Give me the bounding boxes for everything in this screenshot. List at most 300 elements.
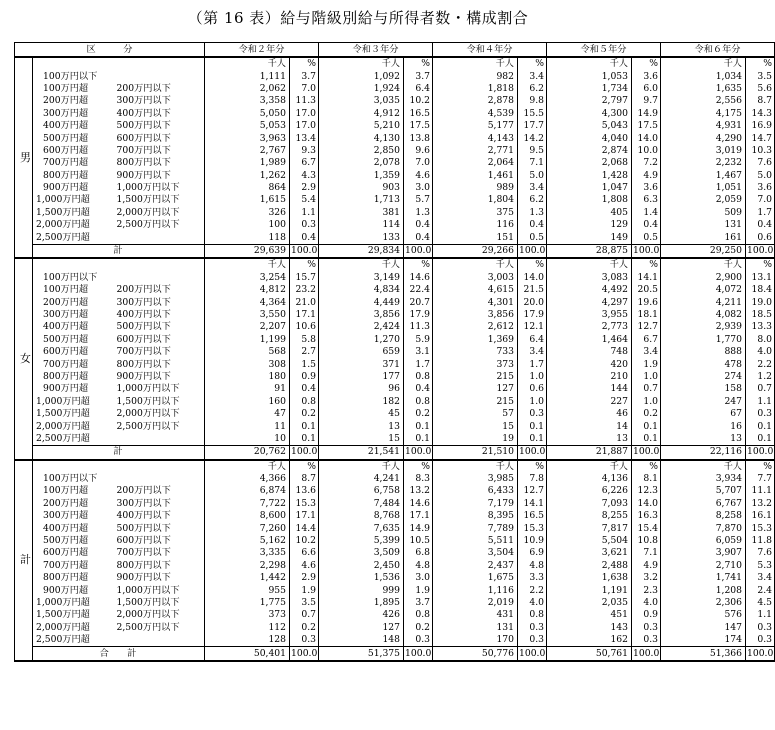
count-thousands: 2,773 [601,321,628,333]
count-thousands: 3,621 [601,547,628,559]
total-count: 21,541 [319,446,404,460]
share-percent: 0.8 [290,396,319,408]
count-thousands: 180 [268,370,286,382]
year-header: 令和２年分 [205,43,319,58]
share-percent: 5.0 [746,170,775,182]
share-percent: 10.0 [632,145,661,157]
share-percent: 6.8 [404,547,433,559]
count-thousands: 15 [502,420,514,432]
count-thousands: 4,366 [259,473,286,485]
share-percent: 8.1 [632,473,661,485]
bracket-to [115,433,205,446]
bracket-from: 200万円超 [43,296,89,308]
table-row [15,182,775,194]
share-percent: 16.5 [518,510,547,522]
bracket-from: 500万円超 [43,132,89,144]
count-thousands: 3,035 [373,95,400,107]
bracket-to: 200万円以下 [115,83,205,95]
share-percent: 3.6 [746,182,775,194]
share-percent: 1.9 [404,584,433,596]
total-count: 50,776 [433,647,518,661]
total-count: 50,761 [547,647,632,661]
share-percent: 1.7 [404,358,433,370]
table-row [15,510,775,522]
table-row [15,560,775,572]
share-percent: 4.6 [404,170,433,182]
share-percent: 13.4 [290,132,319,144]
count-thousands: 2,556 [715,95,742,107]
bracket-from: 2,000万円超 [36,219,90,231]
share-percent: 2.9 [290,182,319,194]
unit-count: 千人 [609,58,628,70]
bracket-from: 1,000万円超 [36,596,90,608]
count-thousands: 7,870 [715,522,742,534]
unit-count: 千人 [495,259,514,271]
total-percent: 100.0 [290,244,319,258]
share-percent: 1.1 [746,609,775,621]
bracket-from: 800万円超 [43,370,89,382]
count-thousands: 127 [496,383,514,395]
count-thousands: 10 [274,432,286,444]
count-thousands: 47 [274,408,286,420]
table-row [15,108,775,120]
bracket-to: 2,500万円以下 [115,420,205,432]
count-thousands: 1,713 [373,194,400,206]
share-percent: 3.4 [518,346,547,358]
count-thousands: 118 [268,231,286,243]
bracket-from: 600万円超 [43,346,89,358]
share-percent: 6.6 [290,547,319,559]
share-percent: 22.4 [404,284,433,296]
share-percent: 14.7 [746,132,775,144]
unit-pct: % [290,460,319,473]
count-thousands: 2,767 [259,144,286,156]
count-thousands: 1,741 [715,572,742,584]
count-thousands: 999 [382,584,400,596]
total-row [15,647,775,661]
share-percent: 7.8 [518,473,547,485]
share-percent: 13.6 [290,485,319,497]
bracket-to: 1,500万円以下 [115,194,205,206]
count-thousands: 114 [382,219,400,231]
header-row [15,43,775,58]
share-percent: 0.1 [290,433,319,446]
share-percent: 1.9 [632,358,661,370]
share-percent: 8.0 [746,334,775,346]
share-percent: 0.6 [518,383,547,395]
unit-pct: % [290,57,319,70]
count-thousands: 215 [496,370,514,382]
share-percent: 13.2 [404,485,433,497]
bracket-from: 100万円超 [43,284,89,296]
count-thousands: 1,804 [487,194,514,206]
share-percent: 17.9 [404,309,433,321]
share-percent: 16.9 [746,120,775,132]
count-thousands: 4,539 [487,107,514,119]
share-percent: 10.6 [290,321,319,333]
share-percent: 0.3 [632,622,661,634]
share-percent: 1.9 [290,584,319,596]
share-percent: 7.0 [404,157,433,169]
count-thousands: 151 [496,231,514,243]
bracket-from: 300万円超 [43,510,89,522]
count-thousands: 6,226 [601,485,628,497]
count-thousands: 2,710 [715,559,742,571]
count-thousands: 45 [388,408,400,420]
share-percent: 13.1 [746,272,775,284]
count-thousands: 4,241 [373,473,400,485]
share-percent: 3.5 [290,597,319,609]
share-percent: 0.8 [518,609,547,621]
count-thousands: 7,635 [373,522,400,534]
count-thousands: 4,615 [487,284,514,296]
count-thousands: 375 [496,206,514,218]
count-thousands: 4,812 [259,284,286,296]
count-thousands: 5,504 [601,535,628,547]
share-percent: 6.2 [518,83,547,95]
total-percent: 100.0 [290,446,319,460]
count-thousands: 4,072 [715,284,742,296]
share-percent: 1.0 [518,371,547,383]
share-percent: 20.7 [404,296,433,308]
share-percent: 4.3 [290,170,319,182]
unit-pct: % [632,258,661,271]
count-thousands: 3,509 [373,547,400,559]
share-percent: 4.0 [746,346,775,358]
unit-count: 千人 [267,58,286,70]
count-thousands: 1,461 [487,169,514,181]
count-thousands: 1,638 [601,572,628,584]
bracket-to: 800万円以下 [115,560,205,572]
bracket-from: 500万円超 [43,535,89,547]
total-percent: 100.0 [404,647,433,661]
share-percent: 11.1 [746,485,775,497]
count-thousands: 2,797 [601,95,628,107]
count-thousands: 5,210 [373,120,400,132]
total-count: 50,401 [205,647,290,661]
count-thousands: 1,536 [373,572,400,584]
share-percent: 3.4 [632,346,661,358]
share-percent: 4.8 [518,560,547,572]
share-percent: 14.0 [632,498,661,510]
count-thousands: 1,428 [601,169,628,181]
count-thousands: 3,358 [259,95,286,107]
share-percent: 10.3 [746,145,775,157]
share-percent: 17.9 [518,309,547,321]
blank-cell [33,57,115,70]
year-header: 令和３年分 [319,43,433,58]
share-percent: 5.3 [746,560,775,572]
share-percent: 3.3 [518,572,547,584]
bracket-from: 1,500万円超 [36,206,90,218]
bracket-from: 200万円超 [43,95,89,107]
share-percent: 4.8 [404,560,433,572]
bracket-from: 700万円超 [43,358,89,370]
year-header: 令和５年分 [547,43,661,58]
count-thousands: 1,199 [259,333,286,345]
total-percent: 100.0 [518,647,547,661]
unit-pct: % [290,258,319,271]
share-percent: 9.8 [518,95,547,107]
count-thousands: 2,207 [259,321,286,333]
bracket-from: 300万円超 [43,309,89,320]
share-percent: 9.6 [404,145,433,157]
total-row [15,446,775,460]
bracket-to [115,272,205,284]
bracket-to: 300万円以下 [115,95,205,107]
bracket-to: 400万円以下 [115,108,205,120]
unit-count: 千人 [609,259,628,271]
bracket-from: 800万円超 [43,572,89,584]
count-thousands: 5,050 [259,107,286,119]
table-row [15,609,775,621]
share-percent: 9.5 [518,145,547,157]
unit-count: 千人 [267,460,286,472]
bracket-to: 600万円以下 [115,334,205,346]
share-percent: 4.9 [632,560,661,572]
total-percent: 100.0 [632,446,661,460]
bracket-from: 400万円超 [43,120,89,132]
count-thousands: 3,907 [715,547,742,559]
share-percent: 0.1 [632,420,661,432]
share-percent: 4.5 [746,597,775,609]
count-thousands: 1,464 [601,333,628,345]
unit-pct: % [518,57,547,70]
table-row [15,371,775,383]
total-count: 29,250 [661,244,746,258]
bracket-to: 2,000万円以下 [115,609,205,621]
count-thousands: 1,047 [601,182,628,194]
share-percent: 10.5 [404,535,433,547]
count-thousands: 1,191 [601,584,628,596]
bracket-from: 100万円超 [43,485,89,497]
count-thousands: 7,260 [259,522,286,534]
count-thousands: 2,306 [715,596,742,608]
unit-pct: % [404,460,433,473]
share-percent: 0.3 [746,634,775,647]
unit-count: 千人 [381,58,400,70]
share-percent: 3.4 [746,572,775,584]
share-percent: 0.2 [290,408,319,420]
table-row [15,622,775,634]
share-percent: 6.3 [632,194,661,206]
share-percent: 17.1 [290,510,319,522]
count-thousands: 6,758 [373,485,400,497]
share-percent: 20.5 [632,284,661,296]
share-percent: 1.7 [746,207,775,219]
table-row [15,309,775,321]
share-percent: 7.2 [632,157,661,169]
total-label: 合 計 [33,647,205,661]
count-thousands: 659 [382,346,400,358]
count-thousands: 1,051 [715,182,742,194]
share-percent: 18.1 [632,309,661,321]
share-percent: 0.4 [518,219,547,231]
share-percent: 0.7 [746,383,775,395]
count-thousands: 129 [610,219,628,231]
share-percent: 3.1 [404,346,433,358]
count-thousands: 2,035 [601,596,628,608]
share-percent: 17.5 [632,120,661,132]
bracket-to: 900万円以下 [115,371,205,383]
count-thousands: 5,043 [601,120,628,132]
share-percent: 0.9 [290,371,319,383]
count-thousands: 2,019 [487,596,514,608]
bracket-from: 100万円以下 [43,70,98,82]
total-percent: 100.0 [632,647,661,661]
count-thousands: 2,874 [601,144,628,156]
share-percent: 15.5 [518,108,547,120]
bracket-to: 400万円以下 [115,510,205,522]
share-percent: 9.7 [632,95,661,107]
share-percent: 10.8 [632,535,661,547]
share-percent: 2.4 [746,584,775,596]
count-thousands: 3,335 [259,547,286,559]
year-header: 令和４年分 [433,43,547,58]
share-percent: 1.3 [404,207,433,219]
share-percent: 6.4 [518,334,547,346]
share-percent: 14.3 [746,108,775,120]
table-row [15,272,775,284]
count-thousands: 57 [502,408,514,420]
total-percent: 100.0 [290,647,319,661]
share-percent: 10.2 [290,535,319,547]
count-thousands: 5,707 [715,485,742,497]
share-percent: 1.5 [290,358,319,370]
bracket-from: 200万円超 [43,497,89,509]
share-percent: 3.0 [404,182,433,194]
count-thousands: 8,255 [601,510,628,522]
table-row [15,145,775,157]
unit-pct: % [518,460,547,473]
table-row [15,535,775,547]
table-row [15,358,775,370]
table-row [15,634,775,647]
count-thousands: 3,550 [259,309,286,320]
share-percent: 1.0 [518,396,547,408]
total-count: 20,762 [205,446,290,460]
table-row [15,207,775,219]
share-percent: 9.3 [290,145,319,157]
count-thousands: 1,034 [715,70,742,82]
share-percent: 0.4 [290,231,319,244]
count-thousands: 1,116 [487,584,514,596]
share-percent: 0.1 [404,433,433,446]
count-thousands: 3,003 [487,271,514,283]
count-thousands: 174 [724,634,742,646]
count-thousands: 2,064 [487,157,514,169]
share-percent: 11.8 [746,535,775,547]
share-percent: 11.3 [290,95,319,107]
count-thousands: 4,143 [487,132,514,144]
count-thousands: 2,232 [715,157,742,169]
category-header: 区 分 [15,43,205,58]
bracket-to [115,231,205,244]
count-thousands: 4,301 [487,296,514,308]
count-thousands: 4,211 [715,296,742,308]
share-percent: 1.7 [518,358,547,370]
total-percent: 100.0 [746,647,775,661]
count-thousands: 431 [496,609,514,621]
share-percent: 0.9 [632,609,661,621]
unit-pct: % [404,57,433,70]
share-percent: 0.3 [290,219,319,231]
unit-pct: % [518,258,547,271]
count-thousands: 13 [730,432,742,444]
total-count: 22,116 [661,446,746,460]
share-percent: 5.7 [404,194,433,206]
share-percent: 16.5 [404,108,433,120]
count-thousands: 2,878 [487,95,514,107]
share-percent: 0.2 [404,408,433,420]
share-percent: 0.5 [632,231,661,244]
total-label: 計 [33,446,205,460]
share-percent: 0.1 [746,433,775,446]
bracket-from: 900万円超 [43,584,89,596]
count-thousands: 381 [382,206,400,218]
table-row [15,284,775,296]
table-row [15,408,775,420]
total-count: 28,875 [547,244,632,258]
bracket-to: 1,000万円以下 [115,182,205,194]
bracket-to: 600万円以下 [115,535,205,547]
count-thousands: 568 [268,346,286,358]
share-percent: 0.3 [746,622,775,634]
share-percent: 0.7 [632,383,661,395]
share-percent: 13.2 [746,498,775,510]
bracket-from: 2,500万円超 [36,231,90,243]
bracket-to: 300万円以下 [115,498,205,510]
table-row [15,346,775,358]
share-percent: 14.0 [632,132,661,144]
bracket-to: 500万円以下 [115,522,205,534]
unit-row [15,57,775,70]
bracket-to: 700万円以下 [115,346,205,358]
total-count: 21,510 [433,446,518,460]
count-thousands: 1,359 [373,169,400,181]
share-percent: 0.3 [632,634,661,647]
bracket-to: 200万円以下 [115,485,205,497]
table-row [15,485,775,497]
count-thousands: 1,092 [373,70,400,82]
share-percent: 0.4 [290,383,319,395]
count-thousands: 7,722 [259,497,286,509]
table-row [15,396,775,408]
count-thousands: 1,111 [259,70,286,82]
count-thousands: 955 [268,584,286,596]
count-thousands: 127 [382,621,400,633]
share-percent: 0.3 [404,634,433,647]
count-thousands: 888 [724,346,742,358]
count-thousands: 13 [616,432,628,444]
share-percent: 13.8 [404,132,433,144]
unit-count: 千人 [381,259,400,271]
table-row [15,522,775,534]
share-percent: 4.0 [518,597,547,609]
bracket-to: 1,500万円以下 [115,396,205,408]
count-thousands: 274 [724,370,742,382]
bracket-to [115,70,205,82]
table-row [15,120,775,132]
bracket-from: 400万円超 [43,321,89,333]
bracket-from: 1,000万円超 [36,395,90,407]
count-thousands: 161 [724,231,742,243]
count-thousands: 4,175 [715,107,742,119]
share-percent: 14.0 [518,272,547,284]
count-thousands: 5,053 [259,120,286,132]
table-row [15,547,775,559]
share-percent: 0.1 [518,420,547,432]
